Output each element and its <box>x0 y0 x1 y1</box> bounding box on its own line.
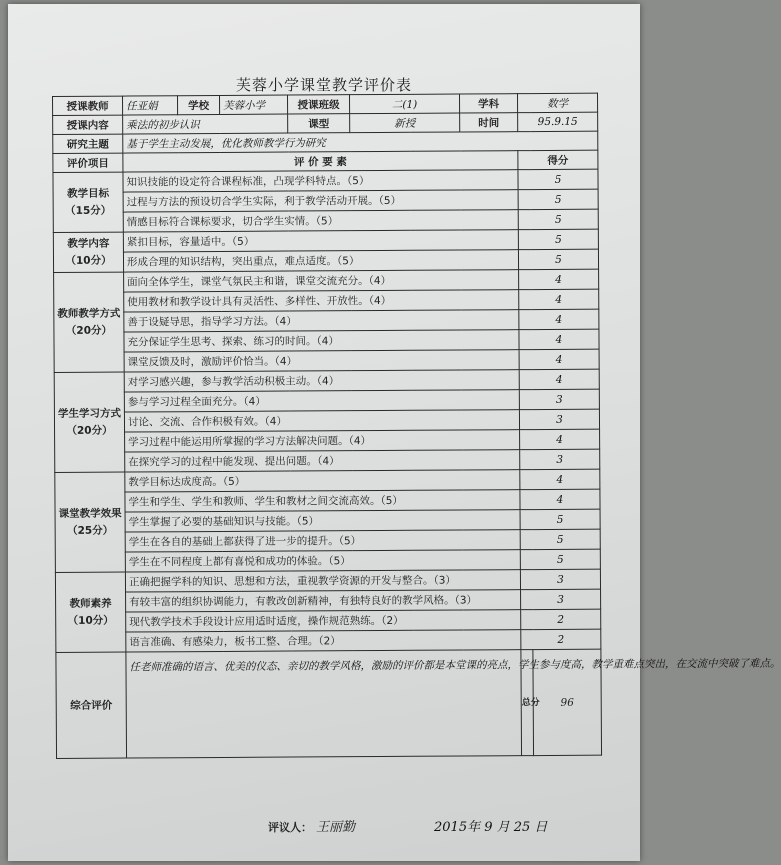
criterion-score: 3 <box>519 389 599 409</box>
group-label <box>54 272 125 372</box>
form-title: 芙蓉小学课堂教学评价表 <box>235 76 412 94</box>
group-points: （10分） <box>65 254 112 267</box>
criterion-score: 4 <box>519 269 599 289</box>
summary-label: 综合评价 <box>56 652 127 758</box>
criterion-score: 4 <box>520 469 600 489</box>
criterion-text: 讨论、交流、合作积极有效。（4） <box>124 410 519 432</box>
group-points: （10分） <box>67 614 114 627</box>
criterion-text: 情感目标符合课标要求，切合学生实情。（5） <box>123 210 518 232</box>
criterion-text: 对学习感兴趣，参与教学活动积极主动。（4） <box>124 370 519 392</box>
group-name: 教学内容 <box>67 237 110 250</box>
group-points: （20分） <box>65 324 113 337</box>
elements-column-header: 评 价 要 素 <box>123 151 518 172</box>
criterion-text: 在探究学习的过程中能发现、提出问题。（4） <box>125 450 520 472</box>
item-column-header: 评价项目 <box>53 153 123 172</box>
teacher-value: 任亚娟 <box>123 96 178 115</box>
criterion-score: 5 <box>520 529 600 549</box>
group-points: （15分） <box>65 204 112 217</box>
footer <box>268 816 548 835</box>
criterion-score: 3 <box>520 449 600 469</box>
criterion-text: 知识技能的设定符合课程标准，凸现学科特点。（5） <box>123 170 518 192</box>
criterion-score: 4 <box>519 289 599 309</box>
criterion-score: 4 <box>520 429 600 449</box>
group-label <box>55 472 126 572</box>
criterion-text: 学习过程中能运用所掌握的学习方法解决问题。（4） <box>125 430 520 452</box>
criterion-score: 4 <box>519 349 599 369</box>
criterion-text: 学生和学生、学生和教师、学生和教材之间交流高效。（5） <box>125 490 520 512</box>
group-name: 教师素养 <box>69 597 112 610</box>
total-score: 96 <box>533 649 602 755</box>
criterion-score: 5 <box>518 229 598 249</box>
criterion-text: 面向全体学生，课堂气氛民主和谐，课堂交流充分。（4） <box>124 270 519 292</box>
review-date: 2015年 9 月 25 日 <box>434 820 548 835</box>
group-name: 教学目标 <box>67 187 110 200</box>
school-value: 芙蓉小学 <box>219 95 287 114</box>
time-value: 95.9.15 <box>518 112 598 131</box>
criterion-text: 学生在各自的基础上都获得了进一步的提升。（5） <box>125 530 520 552</box>
criterion-score: 4 <box>520 489 600 509</box>
criterion-score: 5 <box>518 249 598 269</box>
total-label-text: 总分 <box>521 697 540 708</box>
criterion-text: 形成合理的知识结构，突出重点，难点适度。（5） <box>123 250 518 272</box>
criterion-text: 语言准确、有感染力，板书工整、合理。（2） <box>126 630 521 652</box>
criterion-score: 4 <box>519 309 599 329</box>
criterion-score: 5 <box>518 189 598 209</box>
reviewer-signature: 王丽勤 <box>316 820 356 835</box>
group-label <box>54 372 125 472</box>
content-label: 授课内容 <box>53 115 123 134</box>
group-label <box>53 232 123 272</box>
school-label: 学校 <box>178 95 220 114</box>
criterion-text: 学生在不同程度上都有喜悦和成功的体验。（5） <box>125 550 520 572</box>
criterion-text: 有较丰富的组织协调能力，有教改创新精神，有独特良好的教学风格。（3） <box>126 590 521 612</box>
criterion-text: 学生掌握了必要的基础知识与技能。（5） <box>125 510 520 532</box>
criterion-score: 5 <box>520 549 600 569</box>
criterion-text: 紧扣目标，容量适中。（5） <box>123 230 518 252</box>
criterion-text: 过程与方法的预设切合学生实际，利于教学活动开展。（5） <box>123 190 518 212</box>
criterion-text: 现代教学技术手段设计应用适时适度，操作规范熟练。（2） <box>126 610 521 632</box>
summary-row <box>56 649 602 758</box>
criterion-text: 参与学习过程全面充分。（4） <box>124 390 519 412</box>
criterion-score: 5 <box>520 509 600 529</box>
type-label: 课型 <box>288 114 350 133</box>
group-points: （20分） <box>66 424 113 437</box>
group-points: （25分） <box>67 524 114 537</box>
evaluation-table <box>52 93 781 759</box>
group-name: 教师教学方式 <box>57 307 121 320</box>
criterion-text: 善于设疑导思，指导学习方法。（4） <box>124 310 519 332</box>
subject-label: 学科 <box>459 94 517 113</box>
criterion-score: 2 <box>521 629 601 649</box>
criterion-text: 课堂反馈及时，激励评价恰当。（4） <box>124 350 519 372</box>
type-value: 新授 <box>350 113 460 133</box>
criterion-text: 充分保证学生思考、探索、练习的时间。（4） <box>124 330 519 352</box>
score-column-header: 得分 <box>518 150 598 169</box>
subject-value: 数学 <box>517 93 597 112</box>
group-label <box>55 572 125 652</box>
criterion-score: 5 <box>518 169 598 189</box>
criterion-score: 4 <box>519 369 599 389</box>
reviewer-label: 评议人： <box>268 821 312 834</box>
class-value: 二(1) <box>349 94 459 114</box>
criterion-score: 2 <box>521 609 601 629</box>
teacher-label: 授课教师 <box>53 96 123 115</box>
criterion-text: 教学目标达成度高。（5） <box>125 470 520 492</box>
criterion-score: 3 <box>521 589 601 609</box>
criterion-text: 使用教材和教学设计具有灵活性、多样性、开放性。（4） <box>124 290 519 312</box>
criterion-text: 正确把握学科的知识、思想和方法，重视教学资源的开发与整合。（3） <box>125 570 520 592</box>
group-name: 学生学习方式 <box>57 407 121 420</box>
summary-comment: 任老师准确的语言、优美的仪态、亲切的教学风格，激励的评价都是本堂课的亮点，学生参与度高，教学重难点突出，在交流中突破了难点。 <box>126 650 522 758</box>
group-label <box>53 172 123 232</box>
criterion-score: 4 <box>519 329 599 349</box>
criterion-score: 3 <box>519 409 599 429</box>
group-name: 课堂教学效果 <box>58 507 122 520</box>
theme-value: 基于学生主动发展，优化教师教学行为研究 <box>123 131 598 153</box>
theme-label: 研究主题 <box>53 134 123 153</box>
criterion-score: 5 <box>518 209 598 229</box>
time-label: 时间 <box>460 113 518 132</box>
content-value: 乘法的初步认识 <box>123 114 288 134</box>
criterion-score: 3 <box>520 569 600 589</box>
evaluation-sheet <box>8 4 781 861</box>
class-label: 授课班级 <box>287 95 349 114</box>
